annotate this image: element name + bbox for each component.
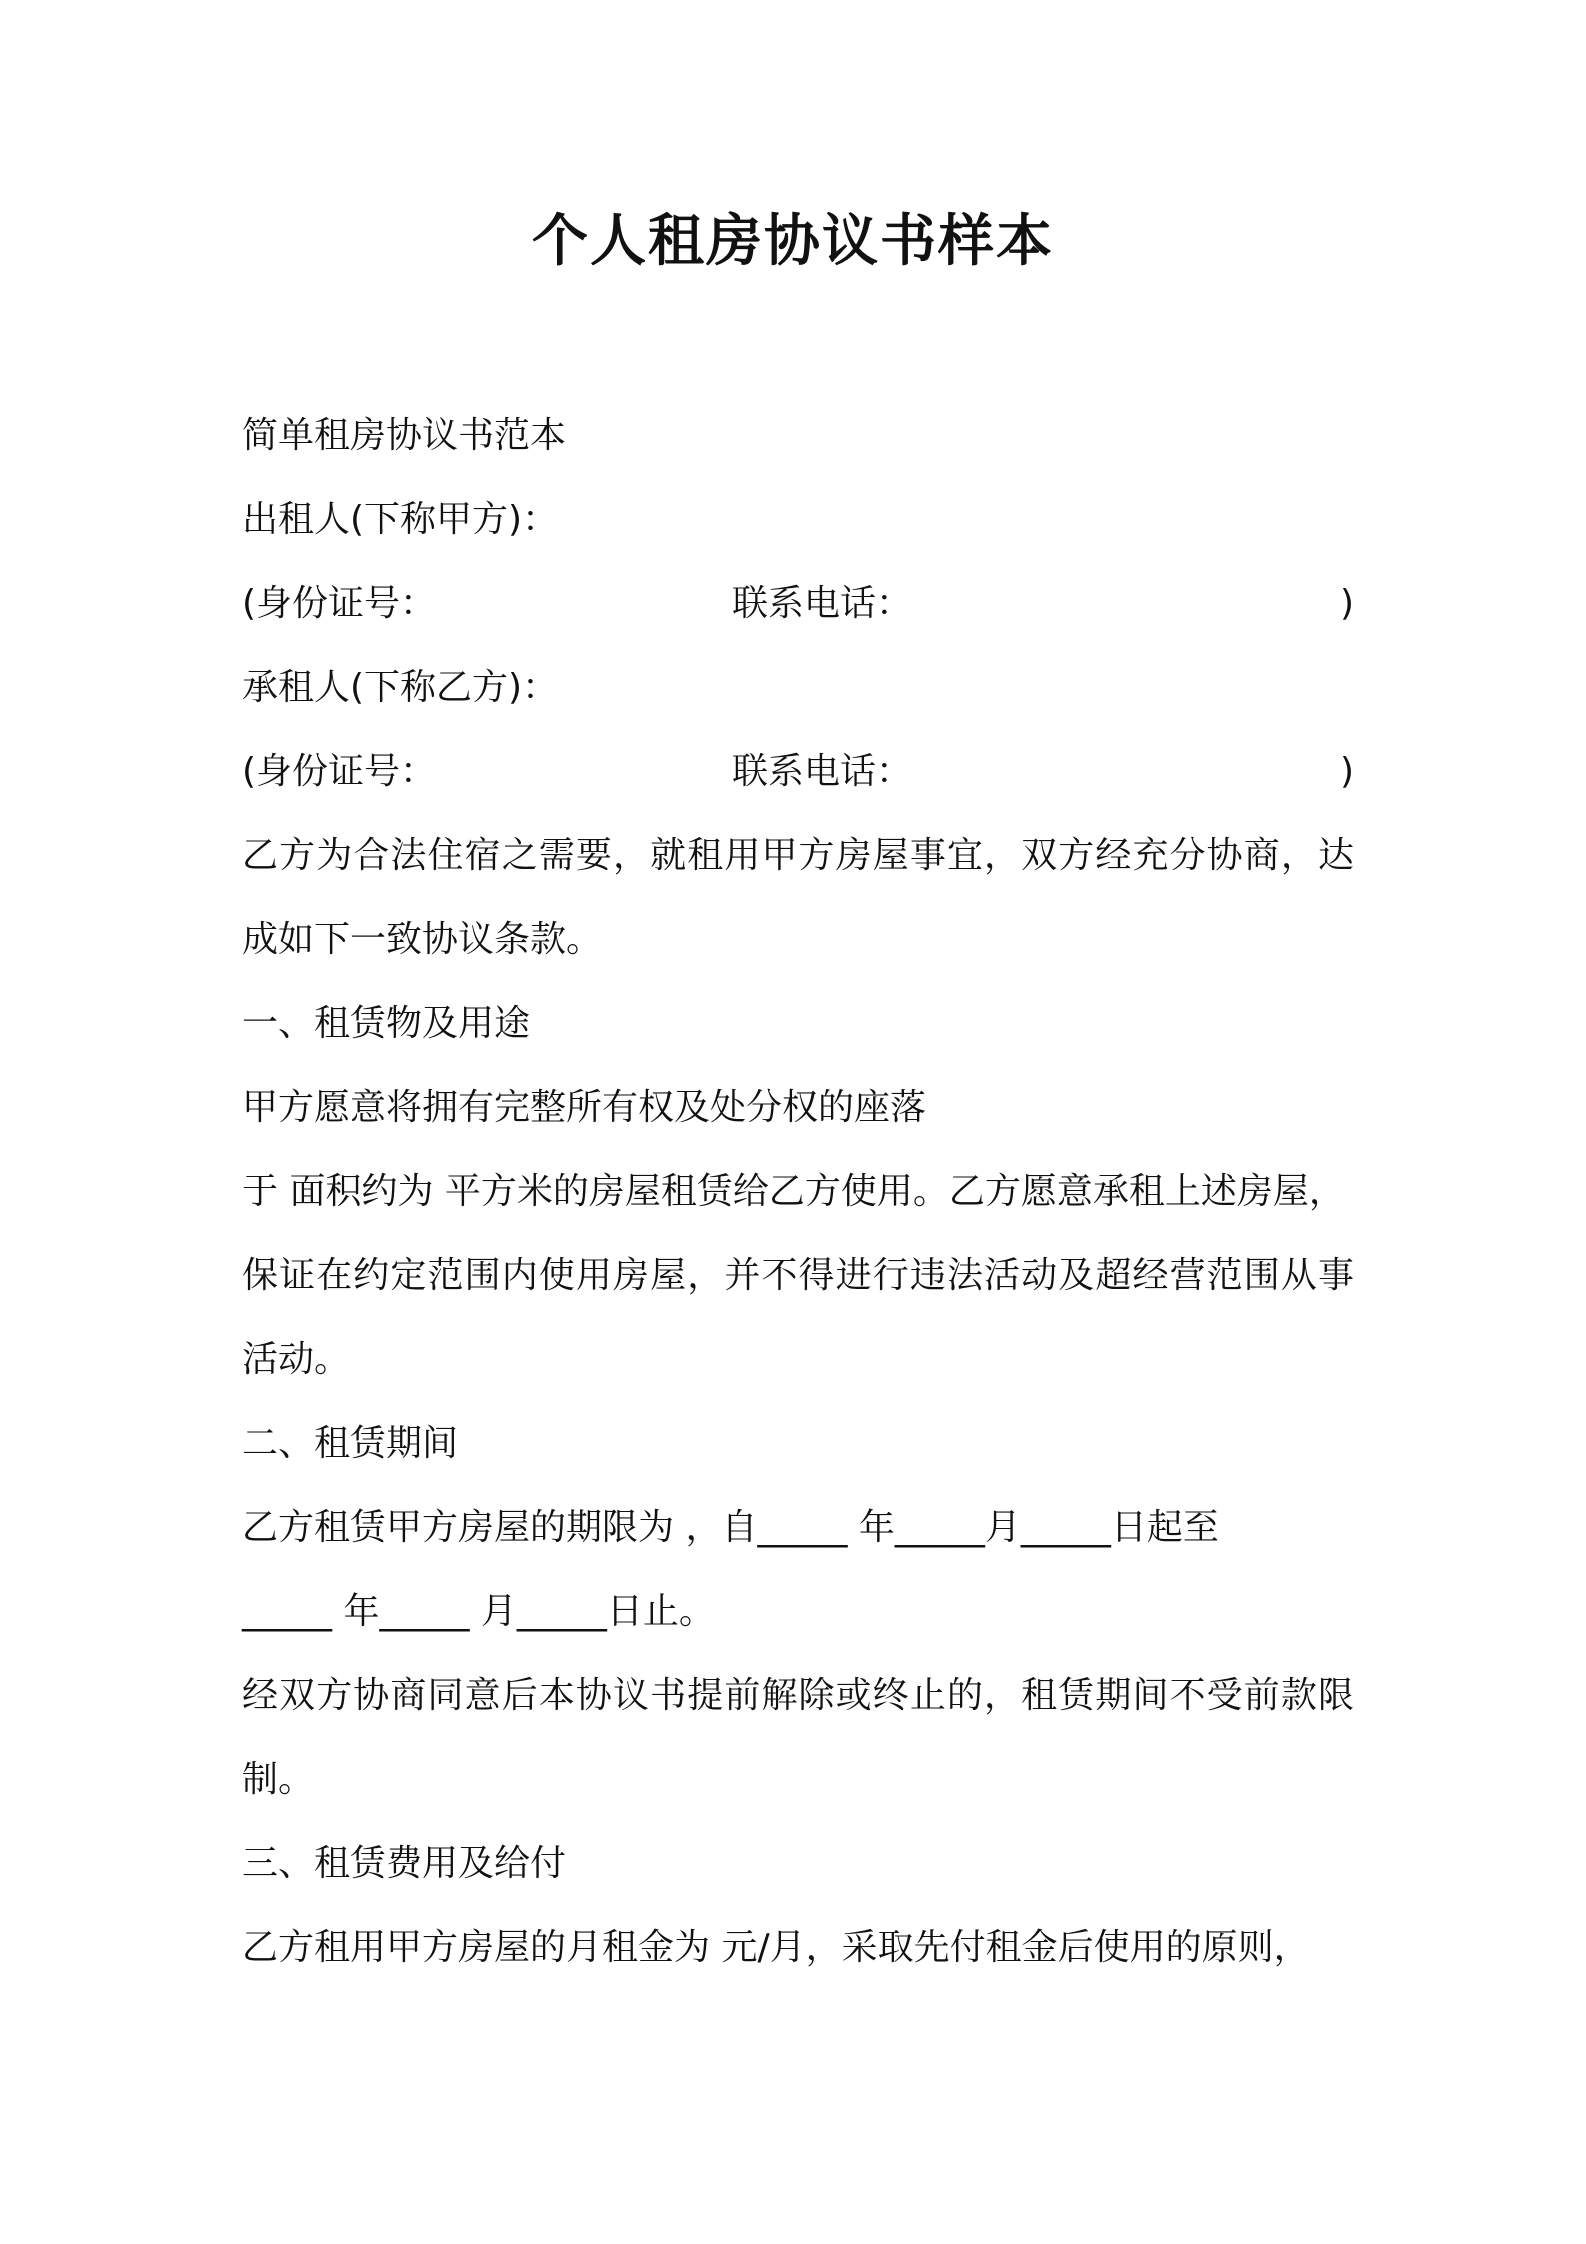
section1-line-4: 活动。	[242, 1339, 351, 1380]
section3-line-1: 乙方租用甲方房屋的月租金为 元/月，采取先付租金后使用的原则，	[242, 1927, 1310, 1968]
section2-line-2: _____ 年_____ 月_____日止。	[242, 1591, 715, 1632]
intro-line-2: 成如下一致协议条款。	[242, 919, 603, 960]
section2-line-1: 乙方租赁甲方房屋的期限为 ，自_____ 年_____月_____日起至	[242, 1507, 1219, 1548]
lessee-id-line	[242, 748, 1354, 796]
lessee-id-close: )	[1339, 751, 1354, 792]
section3-heading: 三、租赁费用及给付	[242, 1843, 567, 1884]
section1-line-2: 于 面积约为 平方米的房屋租赁给乙方使用。乙方愿意承租上述房屋，	[242, 1171, 1345, 1212]
intro-line-1: 乙方为合法住宿之需要，就租用甲方房屋事宜，双方经充分协商，达	[242, 835, 1354, 876]
section1-line-3: 保证在约定范围内使用房屋，并不得进行违法活动及超经营范围从事	[242, 1255, 1354, 1296]
lessor-id-label: (身份证号：	[242, 583, 437, 624]
lessee-phone-label: 联系电话：	[732, 751, 913, 792]
document-title: 个人租房协议书样本	[532, 209, 1054, 274]
lessor-id-close: )	[1339, 583, 1354, 624]
section1-heading: 一、租赁物及用途	[242, 1003, 531, 1044]
lessor-id-line	[242, 580, 1354, 628]
document-subtitle: 简单租房协议书范本	[242, 415, 567, 456]
lessor-phone-label: 联系电话：	[732, 583, 913, 624]
section2-heading: 二、租赁期间	[242, 1423, 459, 1464]
section2-line-4: 制。	[242, 1759, 315, 1800]
lessee-id-label: (身份证号：	[242, 751, 437, 792]
lessee-label: 承租人(下称乙方)：	[242, 667, 559, 708]
section1-line-1: 甲方愿意将拥有完整所有权及处分权的座落	[242, 1087, 927, 1128]
lessor-label: 出租人(下称甲方)：	[242, 499, 559, 540]
section2-line-3: 经双方协商同意后本协议书提前解除或终止的，租赁期间不受前款限	[242, 1675, 1354, 1716]
